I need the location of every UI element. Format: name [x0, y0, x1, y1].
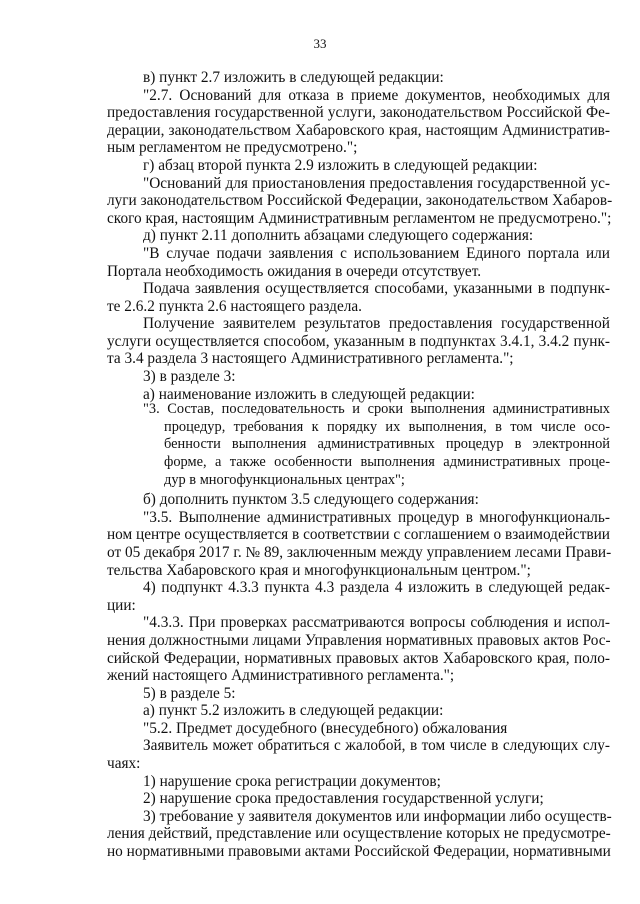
text-line: "3.5. Выполнение административных процедур в многофункциональ-: [143, 509, 610, 526]
text-line: от 05 декабря 2017 г. № 89, заключенным между управлением лесами Прави-: [107, 544, 612, 561]
text-line: Подача заявления осуществляется способами, указанными в подпунк-: [143, 280, 610, 297]
text-line: "2.7. Оснований для отказа в приеме документов, необходимых для: [143, 87, 610, 104]
text-line: ления действий, представление или осуществление которых не предусмотре-: [107, 825, 611, 842]
text-line: но нормативными правовыми актами Российской Федерации, нормативными: [107, 843, 611, 860]
text-line: Заявитель может обратиться с жалобой, в том числе в следующих слу-: [143, 737, 610, 754]
text-line: нения должностными лицами Управления нормативных правовых актов Рос-: [107, 632, 611, 649]
text-line: те 2.6.2 пункта 2.6 настоящего раздела.: [107, 298, 362, 315]
text-line: Портала необходимость ожидания в очереди отсутствует.: [107, 263, 482, 280]
text-line: "Оснований для приостановления предоставления государственной ус-: [143, 175, 610, 192]
text-line: 2) нарушение срока предоставления государственной услуги;: [143, 790, 544, 807]
text-line: услуги осуществляется способом, указанным в подпунктах 3.4.1, 3.4.2 пунк-: [107, 333, 610, 350]
text-line: "5.2. Предмет досудебного (внесудебного) обжалования: [143, 720, 508, 737]
text-line: "В случае подачи заявления с использованием Единого портала или: [143, 245, 610, 262]
text-line: 3) в разделе 3:: [143, 368, 236, 385]
text-line: 1) нарушение срока регистрации документов;: [143, 773, 441, 790]
text-line: форме, а также особенности выполнения административных проце-: [164, 454, 610, 470]
text-line: г) абзац второй пункта 2.9 изложить в следующей редакции:: [143, 157, 538, 174]
text-line: чаях:: [107, 755, 141, 772]
text-line: процедур, требования к порядку их выполнения, в том числе осо-: [164, 419, 610, 435]
text-line: б) дополнить пунктом 3.5 следующего содержания:: [143, 491, 479, 508]
text-line: дерации, законодательством Хабаровского края, настоящим Административ-: [107, 122, 610, 139]
text-line: ского края, настоящим Административным регламентом не предусмотрено.";: [107, 210, 612, 227]
text-line: а) пункт 5.2 изложить в следующей редакции:: [143, 702, 444, 719]
text-line: сийской Федерации, нормативных правовых актов Хабаровского края, поло-: [107, 650, 610, 667]
text-line: "3. Состав, последовательность и сроки выполнения административных: [143, 401, 610, 417]
text-line: в) пункт 2.7 изложить в следующей редакции:: [143, 69, 444, 86]
text-line: ным регламентом не предусмотрено.";: [107, 139, 358, 156]
text-line: а) наименование изложить в следующей редакции:: [143, 386, 475, 403]
text-line: жений настоящего Административного регламента.";: [107, 667, 455, 684]
text-line: д) пункт 2.11 дополнить абзацами следующего содержания:: [143, 227, 534, 244]
text-line: тельства Хабаровского края и многофункциональным центром.";: [107, 562, 531, 579]
text-line: ции:: [107, 597, 136, 614]
text-line: Получение заявителем результатов предоставления государственной: [143, 315, 610, 332]
text-line: дур в многофункциональных центрах";: [164, 472, 405, 488]
text-line: "4.3.3. При проверках рассматриваются вопросы соблюдения и испол-: [143, 614, 610, 631]
text-line: предоставления государственной услуги, законодательством Российской Фе-: [107, 104, 610, 121]
text-line: 5) в разделе 5:: [143, 685, 236, 702]
text-line: та 3.4 раздела 3 настоящего Административного регламента.";: [107, 350, 514, 367]
text-line: 4) подпункт 4.3.3 пункта 4.3 раздела 4 изложить в следующей редак-: [143, 579, 610, 596]
text-line: ном центре осуществляется в соответствии с соглашением о взаимодействии: [107, 526, 610, 543]
text-line: 3) требование у заявителя документов или информации либо осуществ-: [143, 808, 612, 825]
page-number: 33: [313, 36, 327, 51]
text-line: бенности выполнения административных процедур в электронной: [164, 436, 610, 452]
text-line: луги законодательством Российской Федерации, законодательством Хабаров-: [107, 192, 613, 209]
